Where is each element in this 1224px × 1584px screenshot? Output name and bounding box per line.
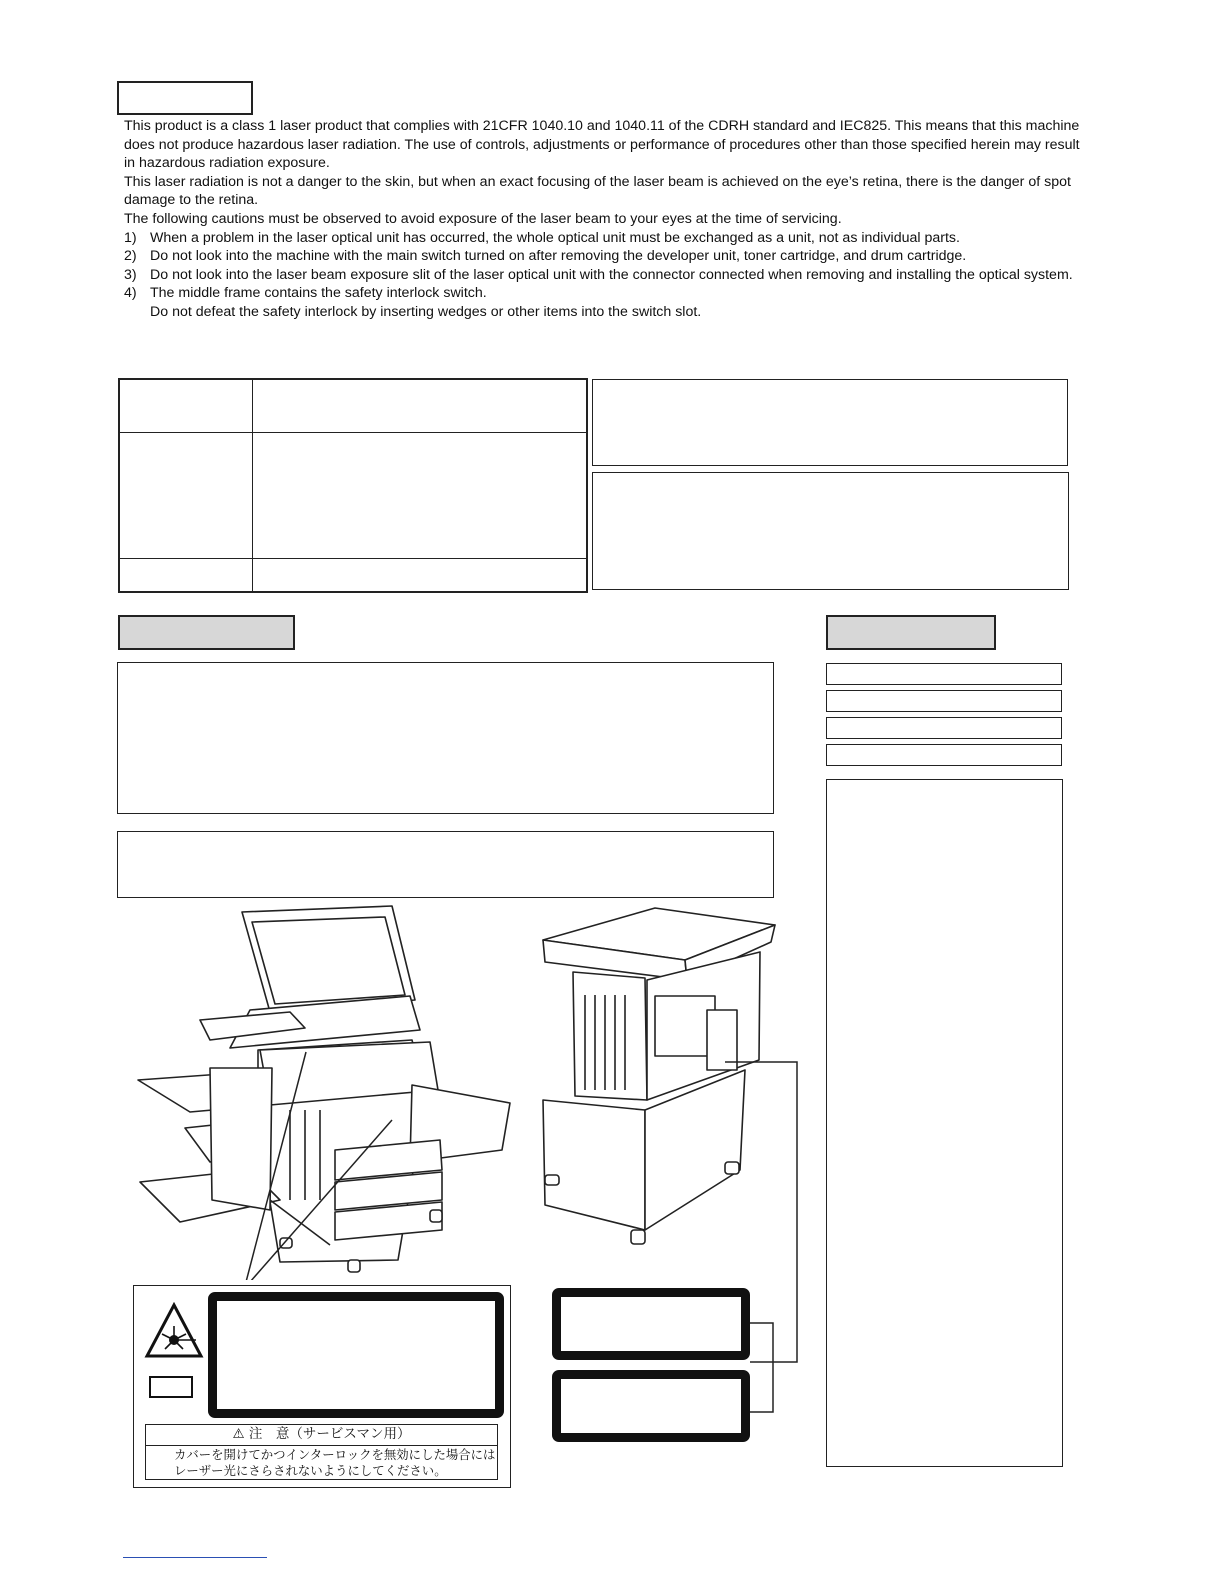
info-box [592, 379, 1068, 466]
paragraph: This laser radiation is not a danger to the skin, but when an exact focusing of the laser beam is achieved on the eye’s retina, there is the danger of spot damage to the retina. [124, 173, 1071, 209]
table-row-divider [120, 432, 586, 433]
rear-laser-label [552, 1288, 750, 1360]
label-heading-box [826, 615, 996, 650]
caution-box [117, 831, 774, 898]
table-column-divider [252, 380, 253, 591]
right-column-box [826, 779, 1063, 1467]
list-item: 4) The middle frame contains the safety interlock switch. [124, 285, 487, 302]
caution-label-text: カバーを開けてかつインターロックを無効にした場合には レーザー光にさらされないようにしてください。 [145, 1446, 498, 1480]
paragraph: The following cautions must be observed to avoid exposure of the laser beam to your eyes at the time of servicing. [124, 210, 842, 227]
caution-heading-box [118, 615, 295, 650]
right-field [826, 690, 1062, 712]
list-item: 2) Do not look into the machine with the main switch turned on after removing the developer unit, toner cartridge, and drum cartridge. [124, 248, 967, 265]
footer-link-underline[interactable] [123, 1557, 267, 1558]
caution-label-title: ⚠ 注 意（サービスマン用） [145, 1424, 498, 1446]
caution-box [117, 662, 774, 814]
table-row-divider [120, 558, 586, 559]
info-box [592, 472, 1069, 590]
specs-table [118, 378, 588, 593]
list-item: 1) When a problem in the laser optical unit has occurred, the whole optical unit must be exchanged as a unit, not as individual parts. [124, 229, 960, 246]
right-field [826, 663, 1062, 685]
list-item: 3) Do not look into the laser beam exposure slit of the laser optical unit with the connector connected when removing and installing the optical system. [124, 266, 1073, 283]
rear-laser-label [552, 1370, 750, 1442]
laser-warning-icon [144, 1302, 204, 1360]
paragraph: This product is a class 1 laser product that complies with 21CFR 1040.10 and 1040.11 of the CDRH standard and IEC825. This means that this machine does not produce hazardous laser radiation. The use of controls, adjustments or performance of procedures other than those specified herein may result in hazardous radiation exposure. [124, 118, 1080, 172]
list-item-continuation: Do not defeat the safety interlock by inserting wedges or other items into the switch slot. [150, 303, 702, 320]
warning-text-frame [208, 1292, 504, 1418]
class-label-box [149, 1376, 193, 1398]
section-heading-box [117, 81, 253, 115]
right-field [826, 717, 1062, 739]
copier-open-illustration [130, 900, 520, 1280]
laser-safety-text [124, 117, 1084, 322]
right-field [826, 744, 1062, 766]
